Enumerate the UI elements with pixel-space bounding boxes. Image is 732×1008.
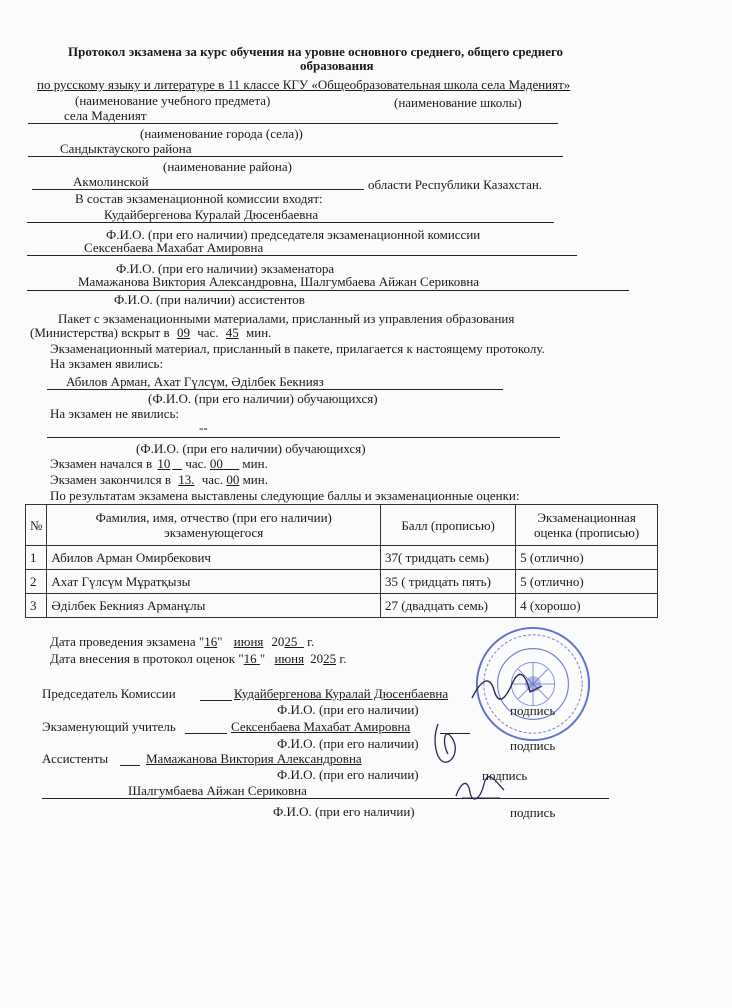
city-value: села Маденият [64, 108, 147, 123]
city-underline [28, 123, 558, 124]
attended-label: На экзамен явились: [50, 356, 164, 371]
package-open-min: 45 [225, 325, 239, 340]
absent-caption: (Ф.И.О. (при его наличии) обучающихся) [136, 441, 366, 456]
col-header-grade: Экзаменационная оценка (прописью) [516, 505, 658, 546]
entry-date-month: июня [274, 651, 305, 666]
sign-assistant2-signature-caption: подпись [510, 805, 556, 820]
sign-examiner-label: Экзаменующий учитель [42, 719, 176, 734]
row-student-name: Абилов Арман Омирбекович [47, 546, 381, 570]
results-table [25, 504, 658, 618]
exam-start-hour: 10 [157, 456, 171, 471]
row-grade: 4 (хорошо) [516, 594, 658, 618]
package-line1: Пакет с экзаменационными материалами, присланный из управления образования [58, 311, 515, 326]
row-student-name: Ахат Гүлсүм Мұратқызы [47, 570, 381, 594]
chair-value: Кудайбергенова Куралай Дюсенбаевна [104, 207, 319, 222]
sign-examiner-fio-caption: Ф.И.О. (при его наличии) [277, 736, 419, 751]
sign-examiner-name: Сексенбаева Махабат Амировна [231, 719, 411, 734]
package-line2: (Министерства) вскрыт в 09 час. 45 мин. [30, 325, 272, 340]
assistant-signature-icon [452, 776, 508, 804]
table-row [26, 594, 658, 618]
row-grade: 5 (отлично) [516, 570, 658, 594]
row-number: 3 [26, 594, 47, 618]
district-caption: (наименование района) [163, 159, 292, 174]
exam-date-year: 25 [284, 634, 298, 649]
results-header-row [26, 505, 658, 546]
sign-assistant1-name: Мамажанова Виктория Александровна [146, 751, 362, 766]
exam-start-min: 00 [209, 456, 223, 471]
exam-end-min: 00 [226, 472, 240, 487]
table-row [26, 570, 658, 594]
row-grade: 5 (отлично) [516, 546, 658, 570]
chair-caption: Ф.И.О. (при его наличии) председателя экзаменационной комиссии [106, 227, 481, 242]
sign-assistants-label: Ассистенты [42, 751, 109, 766]
absent-label: На экзамен не явились: [50, 406, 180, 421]
exam-date-line: Дата проведения экзамена "16" июня 2025 г. [50, 634, 315, 649]
attended-value: Абилов Арман, Ахат Гүлсүм, Әділбек Бекнияз [66, 374, 324, 389]
attended-caption: (Ф.И.О. (при его наличии) обучающихся) [148, 391, 378, 406]
examiner-value: Сексенбаева Махабат Амировна [84, 240, 264, 255]
sign-chair-lead-line [200, 700, 232, 701]
district-underline [28, 156, 563, 157]
entry-date-year: 25 [323, 651, 337, 666]
region-underline [32, 189, 364, 190]
row-score: 37( тридцать семь) [381, 546, 516, 570]
sign-assistant2-underline [42, 798, 609, 799]
row-student-name: Әділбек Бекнияз Арманұлы [47, 594, 381, 618]
examiner-caption: Ф.И.О. (при его наличии) экзаменатора [116, 261, 335, 276]
table-row [26, 546, 658, 570]
sign-assistant2-fio-caption: Ф.И.О. (при его наличии) [273, 804, 415, 819]
row-number: 1 [26, 546, 47, 570]
exam-end-line: Экзамен закончился в 13. час. 00 мин. [50, 472, 268, 487]
sign-examiner-lead-line [185, 733, 227, 734]
row-score: 27 (двадцать семь) [381, 594, 516, 618]
subject-school-line: по русскому языку и литературе в 11 классе КГУ «Общеобразовательная школа села Маденият» [37, 77, 571, 92]
chair-underline [27, 222, 554, 223]
region-value: Акмолинской [73, 174, 149, 189]
entry-date-line: Дата внесения в протокол оценок "16 " июня 2025 г. [50, 651, 347, 666]
assistants-value: Мамажанова Виктория Александровна, Шалгумбаева Айжан Сериковна [78, 274, 480, 289]
protocol-title-line1: Протокол экзамена за курс обучения на уровне основного среднего, общего среднего [68, 44, 564, 59]
assistants-caption: Ф.И.О. (при наличии) ассистентов [114, 292, 305, 307]
results-intro: По результатам экзамена выставлены следующие баллы и экзаменационные оценки: [50, 488, 520, 503]
region-suffix: области Республики Казахстан. [368, 177, 543, 192]
sign-chair-name: Кудайбергенова Куралай Дюсенбаевна [234, 686, 449, 701]
exam-date-day: 16 [204, 634, 218, 649]
exam-date-month: июня [233, 634, 264, 649]
col-header-number: № [26, 505, 47, 546]
absent-value: -- [199, 420, 208, 435]
absent-underline [47, 437, 560, 438]
protocol-title-line2: образования [300, 58, 374, 73]
subject-caption: (наименование учебного предмета) [75, 93, 271, 108]
package-open-hour: 09 [176, 325, 190, 340]
sign-examiner-signature-caption: подпись [510, 738, 556, 753]
col-header-score: Балл (прописью) [381, 505, 516, 546]
examiner-underline [27, 255, 577, 256]
commission-intro: В состав экзаменационной комиссии входят: [75, 191, 323, 206]
exam-end-hour: 13. [178, 472, 195, 487]
attended-underline [47, 389, 503, 390]
col-header-name: Фамилия, имя, отчество (при его наличии) экзаменующегося [47, 505, 381, 546]
district-value: Сандыктауского района [60, 141, 192, 156]
city-caption: (наименование города (села)) [140, 126, 303, 141]
examiner-signature-icon [430, 720, 470, 766]
sign-assistant1-signature-caption: подпись [482, 768, 528, 783]
sign-chair-label: Председатель Комиссии [42, 686, 176, 701]
chair-signature-icon [468, 672, 548, 706]
material-line: Экзаменационный материал, присланный в пакете, прилагается к настоящему протоколу. [50, 341, 545, 356]
sign-assistant1-fio-caption: Ф.И.О. (при его наличии) [277, 767, 419, 782]
row-score: 35 ( тридцать пять) [381, 570, 516, 594]
school-caption: (наименование школы) [394, 95, 522, 110]
exam-start-line: Экзамен начался в 10 час. 00 мин. [50, 456, 268, 471]
sign-chair-signature-caption: подпись [510, 703, 556, 718]
row-number: 2 [26, 570, 47, 594]
sign-chair-fio-caption: Ф.И.О. (при его наличии) [277, 702, 419, 717]
assistants-underline [27, 290, 629, 291]
sign-assistants-lead-line [120, 765, 140, 766]
entry-date-day: 16 [243, 651, 257, 666]
sign-assistant2-name: Шалгумбаева Айжан Сериковна [128, 783, 307, 798]
